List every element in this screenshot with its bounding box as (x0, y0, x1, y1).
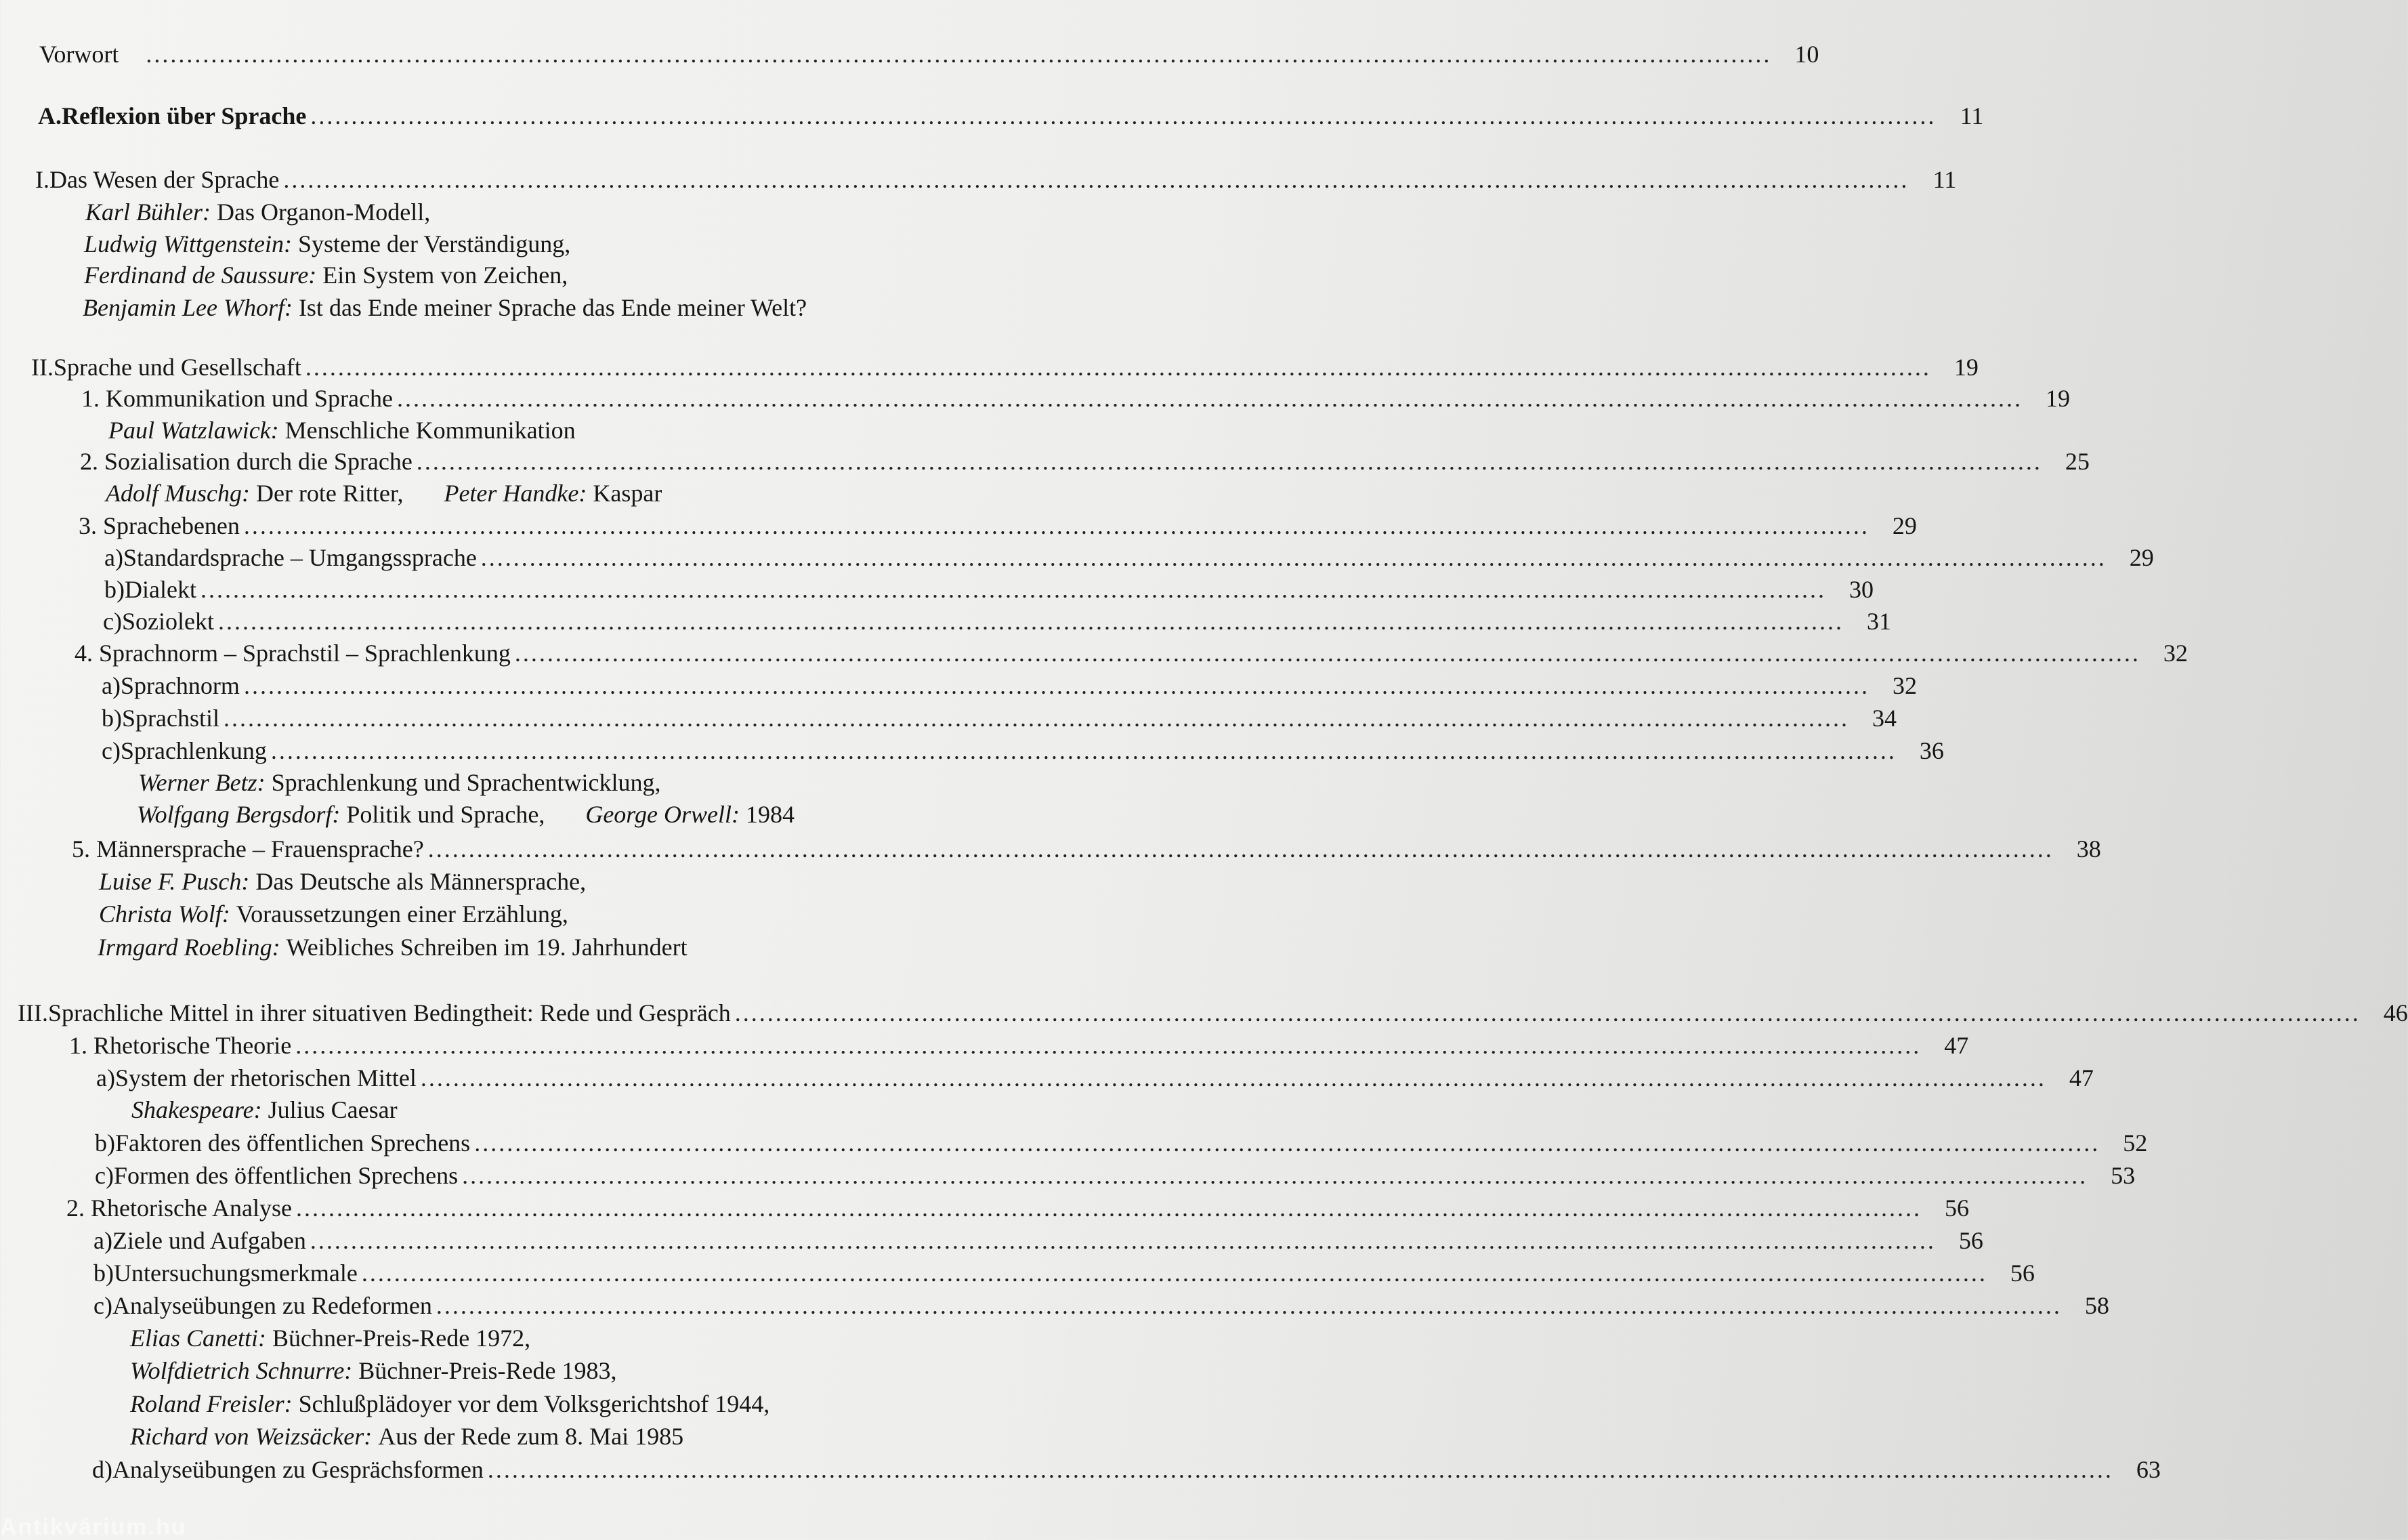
leader-dots: ........................................................................................................................................................................................................ (420, 1064, 2046, 1091)
subsection-letter: b) (95, 1129, 115, 1157)
leader-dots: ........................................................................................................................................................................................................ (361, 1260, 1987, 1287)
entry-label: Das Wesen der Sprache (49, 166, 280, 193)
text-reference (130, 1420, 683, 1453)
author-name: Luise F. Pusch: (99, 868, 250, 895)
page-number: 29 (2129, 544, 2154, 571)
toc-entry-section (81, 382, 2070, 415)
author-name: Richard von Weizsäcker: (130, 1423, 373, 1450)
page-number: 31 (1866, 608, 1891, 635)
author-name: Werner Betz: (138, 769, 266, 796)
text-reference (138, 766, 661, 799)
entry-label: Formen des öffentlichen Sprechens (113, 1162, 459, 1189)
toc-entry-section (72, 833, 2101, 865)
entry-label: Sprachnorm (120, 672, 240, 699)
author-name: Shakespeare: (131, 1096, 262, 1123)
leader-dots: ........................................................................................................................................................................................................ (146, 41, 1772, 68)
entry-label: Untersuchungsmerkmale (114, 1260, 358, 1287)
page-number: 32 (2163, 640, 2188, 667)
text-title: Kaspar (593, 480, 662, 507)
subsection-letter: d) (92, 1456, 112, 1483)
page-number: 63 (2136, 1456, 2161, 1483)
leader-dots: ........................................................................................................................................................................................................ (217, 608, 1844, 635)
page-number: 25 (2065, 448, 2090, 475)
leader-dots: ........................................................................................................................................................................................................ (396, 385, 2023, 412)
entry-label: 2. Sozialisation durch die Sprache (80, 448, 413, 475)
entry-label: Sprachliche Mittel in ihrer situativen Bedingtheit: Rede und Gespräch (47, 999, 731, 1026)
page-number: 47 (2069, 1064, 2094, 1091)
text-reference (98, 931, 688, 963)
page-number: 30 (1849, 576, 1874, 603)
page-number: 47 (1944, 1032, 1969, 1059)
entry-label: Soziolekt (121, 608, 214, 635)
page-number: 56 (1944, 1194, 1969, 1222)
entry-label: 4. Sprachnorm – Sprachstil – Sprachlenkung (75, 640, 511, 667)
toc-entry-subsection (104, 573, 1874, 606)
text-reference (108, 414, 576, 446)
entry-label: Faktoren des öffentlichen Sprechens (115, 1129, 471, 1157)
subsection-letter: a) (93, 1227, 112, 1254)
toc-entry-vorwort (39, 38, 1819, 70)
entry-label: Analyseübungen zu Gesprächsformen (112, 1456, 484, 1483)
toc-entry-section (75, 637, 2188, 669)
entry-label: 3. Sprachebenen (79, 512, 240, 539)
text-title: Systeme der Verständigung, (298, 230, 571, 257)
toc-entry-chapter-2 (31, 351, 1979, 383)
toc-entry-section (66, 1192, 1969, 1224)
text-title: Sprachlenkung und Sprachentwicklung, (271, 769, 661, 796)
leader-dots: ........................................................................................................................................................................................................ (310, 1227, 1936, 1254)
leader-dots: ........................................................................................................................................................................................................ (200, 576, 1826, 603)
section-number: III. (18, 999, 48, 1026)
toc-entry-subsection (103, 605, 1891, 638)
toc-entry-subsection (92, 1453, 2161, 1486)
text-title: Aus der Rede zum 8. Mai 1985 (378, 1423, 684, 1450)
leader-dots: ........................................................................................................................................................................................................ (416, 448, 2042, 475)
author-name: Irmgard Roebling: (98, 934, 280, 961)
author-name: Wolfdietrich Schnurre: (130, 1357, 353, 1384)
entry-label: Dialekt (125, 576, 196, 603)
page-number: 19 (2045, 385, 2070, 412)
text-title: Menschliche Kommunikation (284, 417, 576, 444)
page-number: 11 (1960, 102, 1984, 129)
entry-label: Standardsprache – Umgangssprache (123, 544, 477, 571)
text-title: 1984 (745, 801, 795, 828)
entry-label: Sprachlenkung (120, 737, 267, 764)
subsection-letter: c) (103, 608, 122, 635)
toc-entry-section (79, 509, 1917, 542)
page-number: 38 (2076, 835, 2101, 862)
text-reference (99, 865, 586, 898)
toc-entry-subsection (95, 1127, 2148, 1159)
entry-label: 2. Rhetorische Analyse (66, 1194, 292, 1222)
entry-label: Ziele und Aufgaben (112, 1227, 306, 1254)
author-name: Adolf Muschg: (106, 480, 250, 507)
toc-entry-subsection (93, 1289, 2109, 1322)
toc-entry-subsection (93, 1224, 1983, 1257)
leader-dots: ........................................................................................................................................................................................................ (270, 737, 1897, 764)
toc-entry-chapter-3 (18, 997, 2408, 1029)
entry-label: Analyseübungen zu Redeformen (112, 1292, 432, 1319)
author-name: Elias Canetti: (130, 1325, 266, 1352)
author-name: Roland Freisler: (130, 1390, 293, 1417)
leader-dots: ........................................................................................................................................................................................................ (427, 835, 2054, 862)
toc-entry-subsection (96, 1062, 2094, 1094)
leader-dots: ........................................................................................................................................................................................................ (734, 999, 2361, 1026)
toc-entry-subsection (102, 702, 1897, 734)
author-name: Karl Bühler: (85, 199, 211, 226)
entry-label: Sprachstil (122, 705, 219, 732)
leader-dots: ........................................................................................................................................................................................................ (305, 354, 1931, 381)
section-number: A. (38, 102, 62, 129)
leader-dots: ........................................................................................................................................................................................................ (514, 640, 2140, 667)
text-reference (130, 1388, 769, 1420)
text-title: Büchner-Preis-Rede 1972, (272, 1325, 531, 1352)
text-reference (131, 1094, 398, 1126)
page-number: 53 (2111, 1162, 2136, 1189)
entry-label: Reflexion über Sprache (62, 102, 307, 129)
page-number: 29 (1892, 512, 1917, 539)
page-number: 52 (2123, 1129, 2148, 1157)
toc-entry-subsection (93, 1257, 2035, 1289)
page-number: 46 (2383, 999, 2408, 1026)
text-title: Voraussetzungen einer Erzählung, (236, 900, 568, 928)
page-number: 34 (1872, 705, 1897, 732)
subsection-letter: c) (102, 737, 121, 764)
toc-entry-chapter-1 (35, 163, 1957, 196)
subsection-letter: c) (93, 1292, 112, 1319)
subsection-letter: a) (102, 672, 121, 699)
text-reference (84, 259, 568, 291)
page-number: 36 (1919, 737, 1944, 764)
entry-label: System der rhetorischen Mittel (114, 1064, 417, 1091)
text-title: Ein System von Zeichen, (322, 262, 568, 289)
entry-label: Vorwort (39, 41, 119, 68)
text-title: Weibliches Schreiben im 19. Jahrhundert (286, 934, 688, 961)
text-reference (130, 1354, 616, 1387)
subsection-letter: c) (95, 1162, 114, 1189)
text-reference (130, 1322, 530, 1354)
toc-entry-section (69, 1029, 1969, 1062)
text-title: Ist das Ende meiner Sprache das Ende meiner Welt? (298, 294, 807, 321)
text-title: Der rote Ritter, (255, 480, 404, 507)
page-number: 32 (1892, 672, 1917, 699)
leader-dots: ........................................................................................................................................................................................................ (295, 1032, 1922, 1059)
leader-dots: ........................................................................................................................................................................................................ (462, 1162, 2088, 1189)
page-number: 11 (1932, 166, 1957, 193)
toc-entry-section (80, 445, 2090, 478)
author-name: Christa Wolf: (99, 900, 230, 928)
subsection-letter: a) (96, 1064, 115, 1091)
author-name: Ferdinand de Saussure: (84, 262, 317, 289)
leader-dots: ........................................................................................................................................................................................................ (480, 544, 2107, 571)
text-title: Julius Caesar (268, 1096, 398, 1123)
text-reference (106, 477, 662, 509)
leader-dots: ........................................................................................................................................................................................................ (295, 1194, 1922, 1222)
text-title: Büchner-Preis-Rede 1983, (358, 1357, 617, 1384)
toc-entry-part-a (38, 100, 1984, 132)
page-number: 56 (1958, 1227, 1983, 1254)
author-name: Paul Watzlawick: (108, 417, 279, 444)
leader-dots: ........................................................................................................................................................................................................ (436, 1292, 2062, 1319)
subsection-letter: b) (93, 1260, 114, 1287)
text-reference (137, 798, 795, 831)
subsection-letter: b) (102, 705, 122, 732)
leader-dots: ........................................................................................................................................................................................................ (283, 166, 1909, 193)
text-reference (99, 898, 568, 930)
page-number: 58 (2084, 1292, 2109, 1319)
toc-entry-subsection (104, 541, 2154, 574)
watermark: Antikvárium.hu (0, 1514, 187, 1540)
leader-dots: ........................................................................................................................................................................................................ (487, 1456, 2113, 1483)
toc-entry-subsection (95, 1159, 2136, 1192)
text-title: Schlußplädoyer vor dem Volksgerichtshof 1944, (298, 1390, 770, 1417)
leader-dots: ........................................................................................................................................................................................................ (243, 512, 1870, 539)
leader-dots: ........................................................................................................................................................................................................ (474, 1129, 2100, 1157)
author-name: Wolfgang Bergsdorf: (137, 801, 341, 828)
text-title: Das Organon-Modell, (217, 199, 431, 226)
section-number: II. (31, 354, 54, 381)
page-number: 19 (1953, 354, 1979, 381)
text-reference (84, 228, 570, 260)
text-title: Das Deutsche als Männersprache, (255, 868, 587, 895)
author-name: Peter Handke: (444, 480, 587, 507)
page-number: 56 (2010, 1260, 2035, 1287)
leader-dots: ........................................................................................................................................................................................................ (310, 102, 1937, 129)
toc-entry-subsection (102, 669, 1917, 702)
leader-dots: ........................................................................................................................................................................................................ (243, 672, 1870, 699)
toc-entry-subsection (102, 734, 1944, 767)
text-reference (85, 196, 430, 228)
page-number: 10 (1794, 41, 1819, 68)
text-title: Politik und Sprache, (346, 801, 545, 828)
leader-dots: ........................................................................................................................................................................................................ (223, 705, 1849, 732)
subsection-letter: b) (104, 576, 125, 603)
author-name: Ludwig Wittgenstein: (84, 230, 293, 257)
entry-label: Sprache und Gesellschaft (53, 354, 301, 381)
author-name: George Orwell: (585, 801, 740, 828)
section-number: I. (35, 166, 49, 193)
entry-label: 1. Rhetorische Theorie (69, 1032, 292, 1059)
entry-label: 1. Kommunikation und Sprache (81, 385, 393, 412)
text-reference (83, 291, 807, 324)
subsection-letter: a) (104, 544, 123, 571)
author-name: Benjamin Lee Whorf: (83, 294, 293, 321)
entry-label: 5. Männersprache – Frauensprache? (72, 835, 424, 862)
